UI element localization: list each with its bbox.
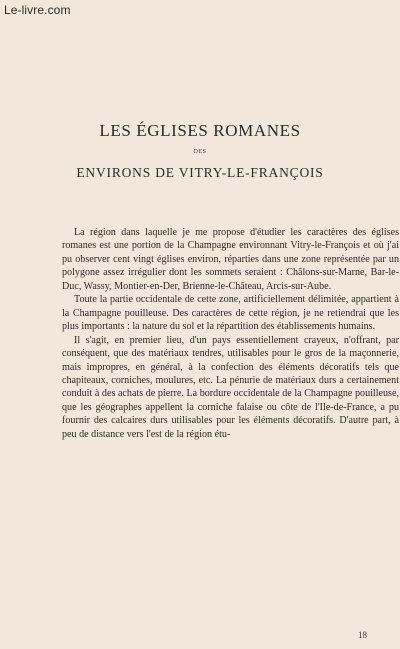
paragraph: Toute la partie occidentale de cette zone, artificiellement délimitée, appartient à la Champagne pouilleuse. Des caractères de cette région, je ne retiendrai que les plus importants : la nature du sol et la répartition des établissements humains. xyxy=(62,294,399,333)
page-number: 18 xyxy=(358,630,367,640)
paragraph: La région dans laquelle je me propose d'étudier les caractères des églises romanes est une portion de la Champagne environnant Vitry-le-François et où j'ai pu observer cent vingt églises environ, réparties dans une zone représentée par un polygone assez irrégulier dont les sommets seraient : Châlons-sur-Marne, Bar-le-Duc, Wassy, Montier-en-Der, Brienne-le-Château, Arcis-sur-Aube. xyxy=(62,227,399,292)
title-connector: DES xyxy=(193,149,207,155)
chapter-subtitle: ENVIRONS DE VITRY-LE-FRANÇOIS xyxy=(76,165,324,180)
chapter-title: LES ÉGLISES ROMANES xyxy=(99,121,301,140)
body-text xyxy=(62,226,399,441)
site-watermark: Le-livre.com xyxy=(4,3,71,17)
paragraph: Il s'agit, en premier lieu, d'un pays essentiellement crayeux, n'offrant, par conséquent, que des matériaux tendres, utilisables pour le gros de la maçonnerie, mais impropres, en général, à la confection des éléments décoratifs tels que chapiteaux, corniches, moulures, etc. La pénurie de matériaux durs a certainement conduit à des achats de pierre. La bordure occidentale de la Champagne pouilleuse, que les géographes appellent la corniche falaise ou côte de l'Ile-de-France, a pu fournir des calcaires durs utilisables pour les éléments décoratifs. D'autre part, à peu de distance vers l'est de la région étu- xyxy=(62,334,399,440)
